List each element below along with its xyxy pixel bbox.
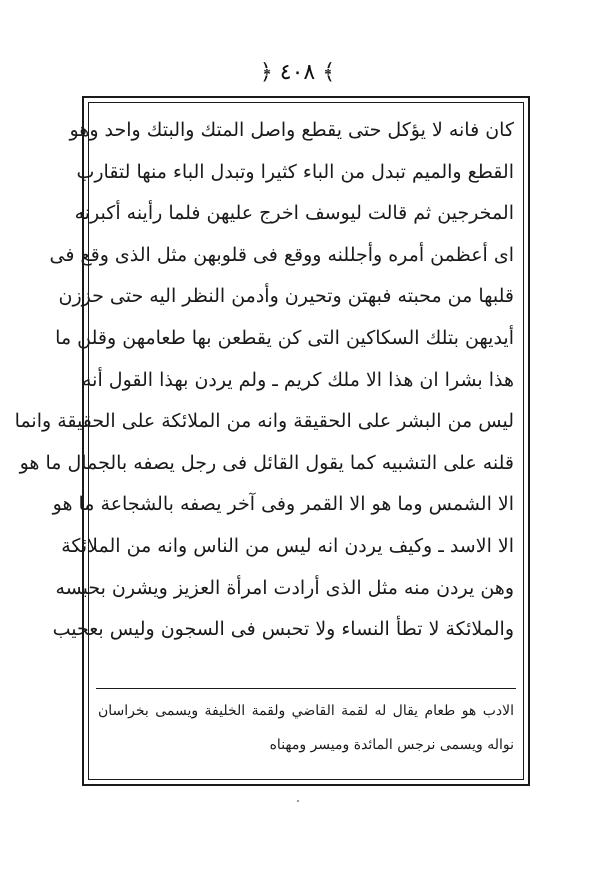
- main-text-block: [14, 110, 514, 651]
- footnote-block: [98, 694, 514, 762]
- text-line: وهن يردن منه مثل الذى أرادت امرأة العزيز ويشرن بحبسه: [55, 576, 514, 599]
- footnote-line: نواله ويسمى نرجس المائدة وميسر ومهناه: [269, 737, 514, 753]
- text-line: أيديهن بتلك السكاكين التى كن يقطعن بها طعامهن وقلن ما: [55, 326, 514, 349]
- text-line: المخرجين ثم قالت ليوسف اخرج عليهن فلما رأينه أكبرنه: [74, 202, 514, 225]
- footnote-line: الادب هو طعام يقال له لقمة القاضي ولقمة الخليفة ويسمى بخراسان: [98, 703, 514, 719]
- text-line: القطع والميم تبدل من الباء كثيرا وتبدل الباء منها لتقارب: [76, 160, 514, 183]
- text-line: الا الاسد ـ وكيف يردن انه ليس من الناس وانه من الملائكة: [61, 534, 514, 557]
- page-number: ﴿ ٤٠٨ ﴾: [259, 60, 336, 85]
- text-line: والملائكة لا تطأ النساء ولا تحبس فى السجون وليس بعجيب: [52, 618, 514, 641]
- text-line: ليس من البشر على الحقيقة وانه من الملائكة على الحقيقة وانما: [14, 410, 514, 433]
- text-line: قلبها من محبته فبهتن وتحيرن وأدمن النظر اليه حتى حززن: [58, 285, 514, 308]
- text-line: اى أعظمن أمره وأجللنه ووقع فى قلوبهن مثل الذى وقع فى: [49, 243, 514, 266]
- text-line: هذا بشرا ان هذا الا ملك كريم ـ ولم يردن بهذا القول أنه: [81, 368, 514, 391]
- footnote-divider: [96, 688, 516, 689]
- page-speck: [297, 800, 299, 802]
- text-line: قلنه على التشبيه كما يقول القائل فى رجل يصفه بالجمال ما هو: [19, 451, 514, 474]
- text-line: كان فانه لا يؤكل حتى يقطع واصل المتك والبتك واحد وهو: [69, 119, 514, 141]
- text-line: الا الشمس وما هو الا القمر وفى آخر يصفه بالشجاعة ما هو: [52, 493, 514, 516]
